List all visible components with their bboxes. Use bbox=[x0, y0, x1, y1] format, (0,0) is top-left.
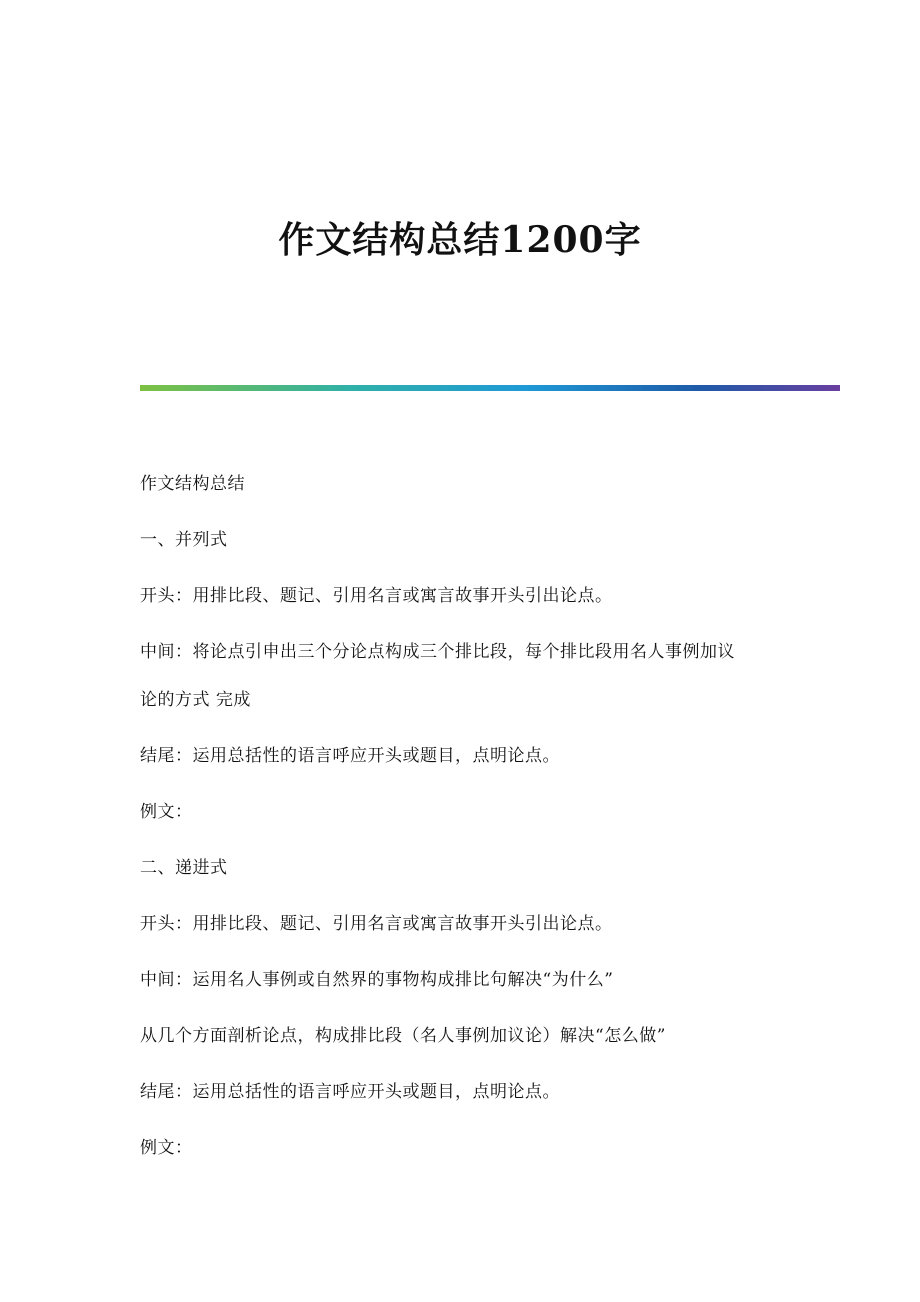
body-paragraph-middle: 中间：运用名人事例或自然界的事物构成排比句解决“为什么” bbox=[140, 970, 614, 990]
body-paragraph-ending: 结尾：运用总括性的语言呼应开头或题目，点明论点。 bbox=[140, 746, 560, 766]
subsection-heading-progressive: 二、递进式 bbox=[140, 858, 228, 878]
subsection-heading-parallel: 一、并列式 bbox=[140, 530, 228, 550]
section-heading: 作文结构总结 bbox=[140, 474, 245, 494]
body-paragraph-middle: 中间：将论点引申出三个分论点构成三个排比段，每个排比段用名人事例加议 bbox=[140, 642, 735, 662]
example-label: 例文： bbox=[140, 1138, 193, 1158]
document-title: 作文结构总结1200字 bbox=[278, 219, 642, 261]
body-paragraph-analysis: 从几个方面剖析论点，构成排比段（名人事例加议论）解决“怎么做” bbox=[140, 1026, 666, 1046]
example-label: 例文： bbox=[140, 802, 193, 822]
body-paragraph-middle-continued: 论的方式 完成 bbox=[140, 690, 251, 710]
body-paragraph-ending: 结尾：运用总括性的语言呼应开头或题目，点明论点。 bbox=[140, 1082, 560, 1102]
body-paragraph-opening: 开头：用排比段、题记、引用名言或寓言故事开头引出论点。 bbox=[140, 914, 613, 934]
body-paragraph-opening: 开头：用排比段、题记、引用名言或寓言故事开头引出论点。 bbox=[140, 586, 613, 606]
title-divider bbox=[140, 385, 840, 391]
